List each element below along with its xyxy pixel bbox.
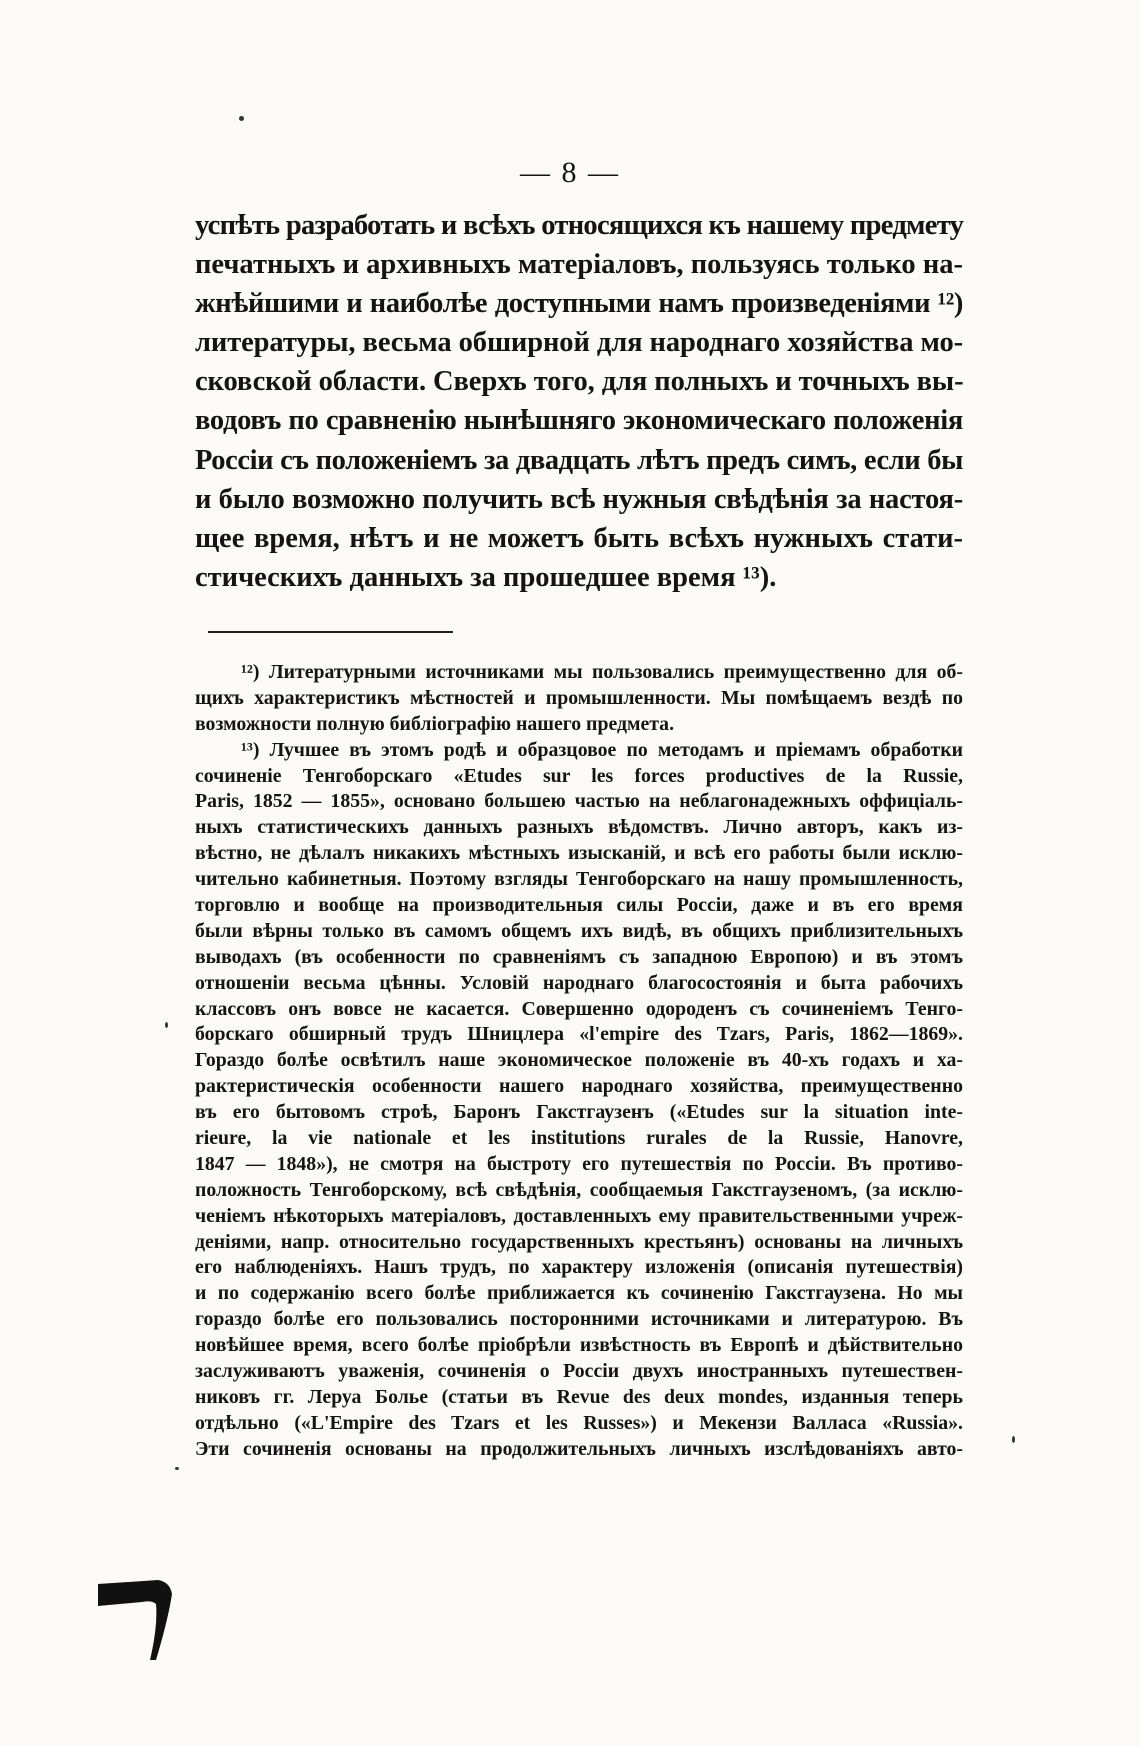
speck-mark — [1012, 1436, 1015, 1443]
footnote-line: деніями, напр. относительно государственныхъ крестьянъ) основаны на личныхъ — [195, 1230, 963, 1253]
footnote-line: rieure, la vie nationale et les institutions rurales de la Russie, Hanovre, — [195, 1127, 963, 1150]
footnote-line: никовъ гг. Леруа Болье (статьи въ Revue des deux mondes, изданныя теперь — [195, 1385, 963, 1408]
footnote-line: выводахъ (въ особенности по сравненіямъ съ западною Европою) и въ этомъ — [195, 945, 963, 968]
footnote-line: торговлю и вообще на производительныя силы Россіи, даже и въ его время — [195, 894, 963, 917]
footnote-line: щихъ характеристикъ мѣстностей и промышленности. Мы помѣщаемъ вездѣ по — [195, 686, 963, 709]
footnote-separator — [208, 631, 453, 633]
page-number: — 8 — — [520, 156, 620, 189]
main-text-line: стическихъ данныхъ за прошедшее время ¹³). — [195, 561, 777, 593]
main-text-line: сковской области. Сверхъ того, для полныхъ и точныхъ вы- — [195, 366, 964, 398]
main-text-line: щее время, нѣтъ и не можетъ быть всѣхъ нужныхъ стати- — [195, 522, 963, 554]
footnote-line: чительно кабинетныя. Поэтому взгляды Тенгоборскаго на нашу промышленность, — [195, 868, 963, 891]
footnote-line: ченіемъ нѣкоторыхъ матеріаловъ, доставленныхъ ему правительственными учреж- — [195, 1204, 963, 1227]
speck-mark — [239, 116, 244, 121]
footnote-line: отношеніи весьма цѣнны. Условій народнаго благосостоянія и быта рабочихъ — [195, 971, 963, 994]
main-text-line: жнѣйшими и наиболѣе доступными намъ произведеніями ¹²) — [195, 288, 963, 320]
footnote-line: классовъ онъ вовсе не касается. Совершенно одороденъ съ сочиненіемъ Тенго- — [195, 997, 963, 1020]
speck-mark — [175, 1467, 179, 1470]
footnote-line: отдѣльно («L'Empire des Tzars et les Russes») и Мекензи Валласа «Russia». — [195, 1411, 963, 1434]
main-text-line: успѣть разработать и всѣхъ относящихся къ нашему предмету — [195, 210, 964, 241]
footnote-line: борскаго обширный трудъ Шницлера «l'empire des Tzars, Paris, 1862—1869». — [195, 1023, 963, 1046]
footnote-line: его наблюденіяхъ. Нашъ трудъ, по характеру изложенія (описанія путешествія) — [195, 1256, 963, 1279]
footnote-12 — [195, 660, 963, 738]
footnote-line: Paris, 1852 — 1855», основано большею частью на неблагонадежныхъ оффиціаль- — [195, 790, 963, 813]
footnote-13 — [195, 738, 963, 1463]
footnote-line: рактеристическія особенности нашего народнаго хозяйства, преимущественно — [195, 1075, 963, 1098]
footnotes — [195, 660, 963, 1463]
footnote-line: заслуживаютъ уваженія, сочиненія о Россіи двухъ иностранныхъ путешествен- — [195, 1360, 963, 1383]
speck-mark — [165, 1022, 168, 1028]
main-text-line: и было возможно получить всѣ нужныя свѣдѣнія за настоя- — [195, 483, 963, 515]
footnote-line: ныхъ статистическихъ данныхъ разныхъ вѣдомствъ. Лично авторъ, какъ из- — [195, 816, 963, 839]
footnote-line: 1847 — 1848»), не смотря на быстроту его путешествія по Россіи. Въ противо- — [195, 1152, 963, 1175]
footnote-line: сочиненіе Тенгоборскаго «Etudes sur les forces productives de la Russie, — [195, 764, 963, 787]
footnote-line: Гораздо болѣе освѣтилъ наше экономическое положеніе въ 40-хъ годахъ и ха- — [195, 1049, 963, 1072]
main-text-line: литературы, весьма обширной для народнаго хозяйства мо- — [195, 327, 963, 359]
footnote-line: были вѣрны только въ самомъ общемъ ихъ видѣ, въ общихъ приблизительныхъ — [195, 919, 963, 942]
footnote-line: вѣстно, не дѣлалъ никакихъ мѣстныхъ изысканій, и всѣ его работы были исклю- — [195, 842, 963, 865]
footnote-line: гораздо болѣе его пользовались посторонними источниками и литературою. Въ — [195, 1308, 963, 1331]
footnote-line: положность Тенгоборскому, всѣ свѣдѣнія, сообщаемыя Гакстгаузеномъ, (за исклю- — [195, 1178, 963, 1201]
main-text-line: водовъ по сравненію нынѣшняго экономическаго положенія — [195, 405, 963, 437]
footnote-line: въ его бытовомъ строѣ, Баронъ Гакстгаузенъ («Etudes sur la situation inte- — [195, 1101, 963, 1124]
main-text-line: печатныхъ и архивныхъ матеріаловъ, пользуясь только на- — [195, 249, 963, 281]
footnote-line: ¹²) Литературными источниками мы пользовались преимущественно для об- — [241, 661, 963, 683]
footnote-line: возможности полную библіографію нашего предмета. — [195, 712, 675, 735]
main-text — [195, 206, 963, 597]
main-text-line: Россіи съ положеніемъ за двадцать лѣтъ предъ симъ, если бы — [195, 444, 963, 476]
footnote-line: ¹³) Лучшее въ этомъ родѣ и образцовое по методамъ и пріемамъ обработки — [241, 738, 963, 761]
corner-ink-mark — [98, 1580, 183, 1662]
footnote-line: Эти сочиненія основаны на продолжительныхъ личныхъ изслѣдованіяхъ авто- — [195, 1437, 963, 1460]
footnote-line: и по содержанію всего болѣе приближается къ сочиненію Гакстгаузена. Но мы — [195, 1282, 963, 1305]
footnote-line: новѣйшее время, всего болѣе пріобрѣли извѣстность въ Европѣ и дѣйствительно — [195, 1334, 963, 1357]
